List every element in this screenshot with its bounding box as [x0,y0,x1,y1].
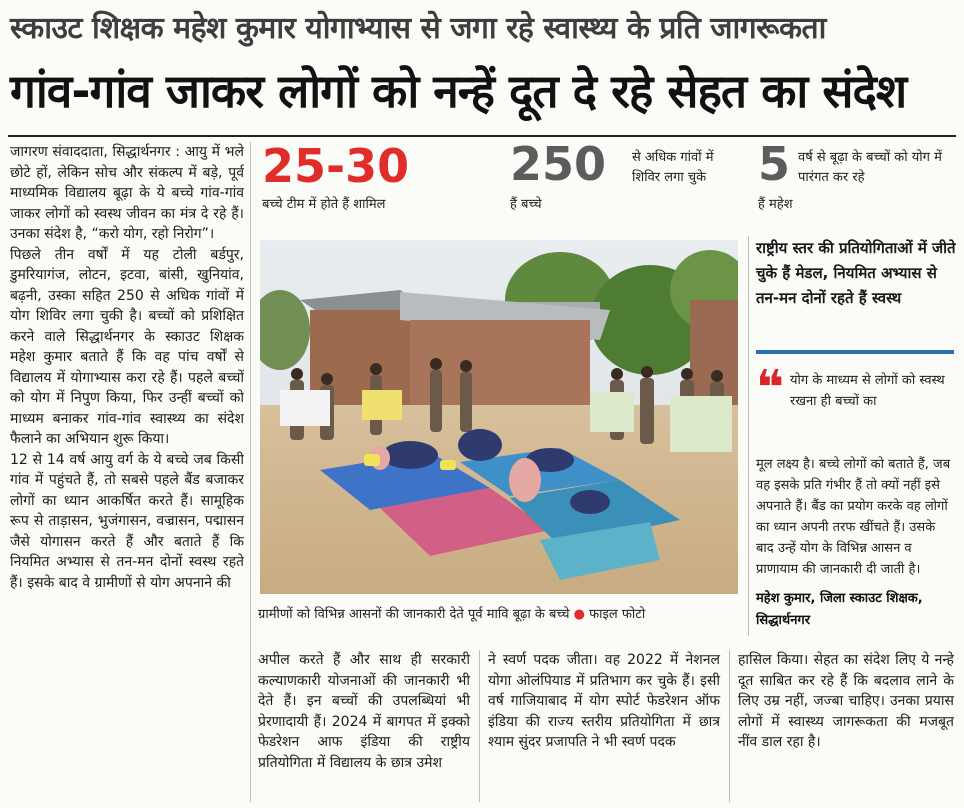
byline-place: सिद्धार्थनगर [756,613,811,628]
stat-label-villages: हैं बच्चे [510,197,542,212]
main-headline: गांव-गांव जाकर लोगों को नन्हें दूत दे रहे सेहत का संदेश [10,64,907,118]
bottom-column-2: ने स्वर्ण पदक जीता। वह 2022 में नेशनल योगा ओलंपियाड में प्रतिभाग कर चुके हैं। इसी वर्ष गाजियाबाद में योग स्पोर्ट फेडरेशन ऑफ इंडिया की राज्य स्तरीय प्रतियोगिता में छात्र श्याम सुंदर प्रजापति ने भी स्वर्ण पदक [488,652,720,750]
bottom-divider-1 [479,650,480,802]
yoga-photo [260,240,738,594]
sidebar-accent-bar [756,350,954,354]
byline-name: महेश कुमार, जिला स्काउट शिक्षक, [756,591,923,606]
quote-lead: योग के माध्यम से लोगों को स्वस्थ रखना ही बच्चों का [790,373,945,409]
sidebar-heading: राष्ट्रीय स्तर की प्रतियोगिताओं में जीते चुके हैं मेडल, नियमित अभ्यास से तन-मन दोनों रहते हैं स्वस्थ [756,239,956,307]
stat-side-villages: से अधिक गांवों में शिविर लगा चुके [632,150,714,185]
stat-number-villages: 250 [510,137,607,191]
stat-label-team: बच्चे टीम में होते हैं शामिल [262,197,386,212]
column-divider [250,142,251,802]
paragraph-age-group: 12 से 14 वर्ष आयु वर्ग के ये बच्चे जब किसी गांव में पहुंचते हैं, तो सबसे पहले बैंड बजाकर लोगों का ध्यान आकर्षित करते हैं। सामूहिक रूप से ताड़ासन, भुजंगासन, वज्रासन, पद्मासन जैसे योगासन करते हैं और बताते हैं कि नियमित अभ्यास से तन-मन दोनों स्वस्थ रहते हैं। इसके बाद वे ग्रामीणों से योग अपनाने की [10,451,244,591]
sidebar-divider [748,236,749,636]
quote-body: मूल लक्ष्य है। बच्चे लोगों को बताते हैं, जब वह इसके प्रति गंभीर हैं तो क्यों नहीं इसे अपनाते हैं। बैंड का प्रयोग करके वह लोगों का ध्यान अपनी तरफ खींचते हैं। उसके बाद उन्हें योग के विभिन्न आसन व प्राणायाम की जानकारी दी जाती है। [756,457,951,577]
stat-label-years: हैं महेश [758,197,793,212]
photo-credit: फाइल फोटो [589,607,646,622]
kicker-headline: स्काउट शिक्षक महेश कुमार योगाभ्यास से जगा रहे स्वास्थ्य के प्रति जागरूकता [10,11,826,46]
bottom-divider-2 [729,650,730,802]
photo-caption [258,604,738,626]
stat-number-team: 25-30 [262,139,410,193]
paragraph-villages: पिछले तीन वर्षों में यह टोली बर्डपुर, डुमरियागंज, लोटन, इटवा, बांसी, खुनियांव, बढ़नी, उस्का सहित 250 से अधिक गांवों में योग शिविर लगा चुकी है। बच्चों को प्रशिक्षित करने वाले सिद्धार्थनगर के स्काउट शिक्षक महेश कुमार बताते हैं कि वह पांच वर्षों से विद्यालय में योगाभ्यास करा रहे हैं। पहले बच्चों को योग में निपुण किया, फिर उन्हीं बच्चों को माध्यम बनाकर गांव-गांव स्वास्थ्य का संदेश फैलाने का अभियान शुरू किया। [10,246,244,447]
stat-side-years: वर्ष से बूढ़ा के बच्चों को योग में पारंगत कर रहे [798,150,942,185]
paragraph-intro: जागरण संवाददाता, सिद्धार्थनगर : आयु में भले छोटे हों, लेकिन सोच और संकल्प में बड़े, पूर्व माध्यमिक विद्यालय बूढ़ा के ये बच्चे गांव-गांव जाकर लोगों को स्वस्थ जीवन का मंत्र दे रहे हैं। उनका संदेश है, “करो योग, रहो निरोग”। [10,144,244,242]
caption-bullet: ● [573,607,590,622]
stat-number-years: 5 [758,137,791,191]
bottom-column-3: हासिल किया। सेहत का संदेश लिए ये नन्हे दूत साबित कर रहे हैं कि बदलाव लाने के लिए उम्र नहीं, जज्बा चाहिए। उनका प्रयास लोगों में स्वास्थ्य जागरूकता की मजबूत नींव डाल रहा है। [738,652,954,750]
headline-rule [8,135,956,137]
caption-text: ग्रामीणों को विभिन्न आसनों की जानकारी देते पूर्व मावि बूढ़ा के बच्चे [258,607,570,622]
quote-byline [756,588,956,632]
left-column [10,142,244,808]
quote-icon: ❝ [756,360,785,416]
bottom-column-1: अपील करते हैं और साथ ही सरकारी कल्याणकारी योजनाओं की जानकारी भी देते हैं। इन बच्चों की उपलब्धियां भी प्रेरणादायी हैं। 2024 में बागपत में इक्को फेडरेशन आफ इंडिया की राष्ट्रीय प्रतियोगिता में विद्यालय के छात्र उमेश [258,652,470,771]
